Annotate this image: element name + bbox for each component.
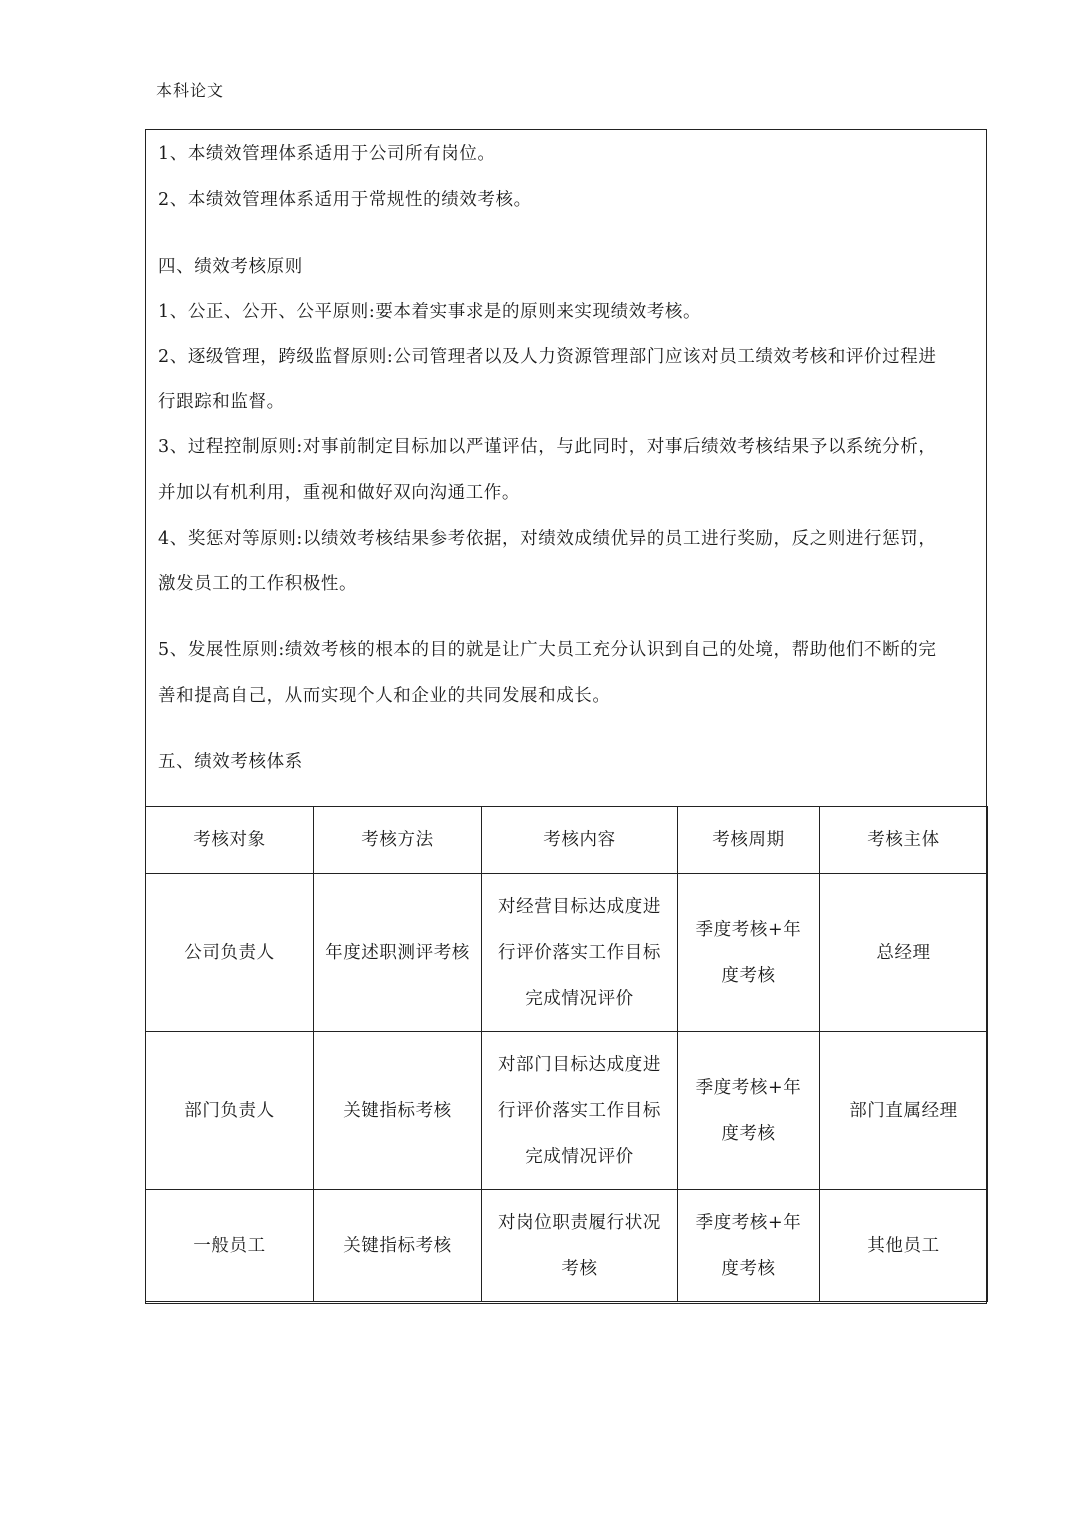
content-frame — [145, 129, 987, 1304]
table-cell: 总经理 — [820, 874, 988, 1032]
column-header: 考核内容 — [482, 807, 678, 874]
column-header: 考核方法 — [314, 807, 482, 874]
principle-1: 1、公正、公开、公平原则:要本着实事求是的原则来实现绩效考核。 — [158, 302, 702, 322]
table-header-row — [146, 807, 988, 874]
principle-4-line-1: 4、奖惩对等原则:以绩效考核结果参考依据，对绩效成绩优异的员工进行奖励，反之则进行惩罚， — [158, 529, 937, 549]
principle-4-line-2: 激发员工的工作积极性。 — [158, 574, 358, 594]
principle-2-line-1: 2、逐级管理，跨级监督原则:公司管理者以及人力资源管理部门应该对员工绩效考核和评价过程进 — [158, 347, 937, 367]
table-row — [146, 874, 988, 1032]
page-header: 本科论文 — [156, 81, 225, 100]
scope-item-1: 1、本绩效管理体系适用于公司所有岗位。 — [158, 144, 496, 164]
table-row — [146, 1190, 988, 1302]
table-row — [146, 1032, 988, 1190]
table-cell: 季度考核+年度考核 — [678, 1032, 820, 1190]
principle-2-line-2: 行跟踪和监督。 — [158, 392, 285, 412]
table-cell: 关键指标考核 — [314, 1190, 482, 1302]
principle-5-line-1: 5、发展性原则:绩效考核的根本的目的就是让广大员工充分认识到自己的处境，帮助他们不断的完 — [158, 640, 937, 660]
section-heading-system: 五、绩效考核体系 — [158, 752, 303, 772]
column-header: 考核对象 — [146, 807, 314, 874]
table-cell: 年度述职测评考核 — [314, 874, 482, 1032]
scope-item-2: 2、本绩效管理体系适用于常规性的绩效考核。 — [158, 190, 532, 210]
table-cell: 一般员工 — [146, 1190, 314, 1302]
principle-5-line-2: 善和提高自己，从而实现个人和企业的共同发展和成长。 — [158, 686, 611, 706]
principle-3-line-1: 3、过程控制原则:对事前制定目标加以严谨评估，与此同时，对事后绩效考核结果予以系统分析， — [158, 437, 937, 457]
table-cell: 季度考核+年度考核 — [678, 1190, 820, 1302]
table-cell: 部门直属经理 — [820, 1032, 988, 1190]
table-cell: 对经营目标达成度进行评价落实工作目标完成情况评价 — [482, 874, 678, 1032]
assessment-table — [145, 806, 988, 1302]
principle-3-line-2: 并加以有机利用，重视和做好双向沟通工作。 — [158, 483, 520, 503]
table-cell: 部门负责人 — [146, 1032, 314, 1190]
table-cell: 公司负责人 — [146, 874, 314, 1032]
table-cell: 其他员工 — [820, 1190, 988, 1302]
table-cell: 对岗位职责履行状况考核 — [482, 1190, 678, 1302]
table-cell: 季度考核+年度考核 — [678, 874, 820, 1032]
section-heading-principles: 四、绩效考核原则 — [158, 257, 303, 277]
table-cell: 对部门目标达成度进行评价落实工作目标完成情况评价 — [482, 1032, 678, 1190]
table-cell: 关键指标考核 — [314, 1032, 482, 1190]
column-header: 考核主体 — [820, 807, 988, 874]
column-header: 考核周期 — [678, 807, 820, 874]
